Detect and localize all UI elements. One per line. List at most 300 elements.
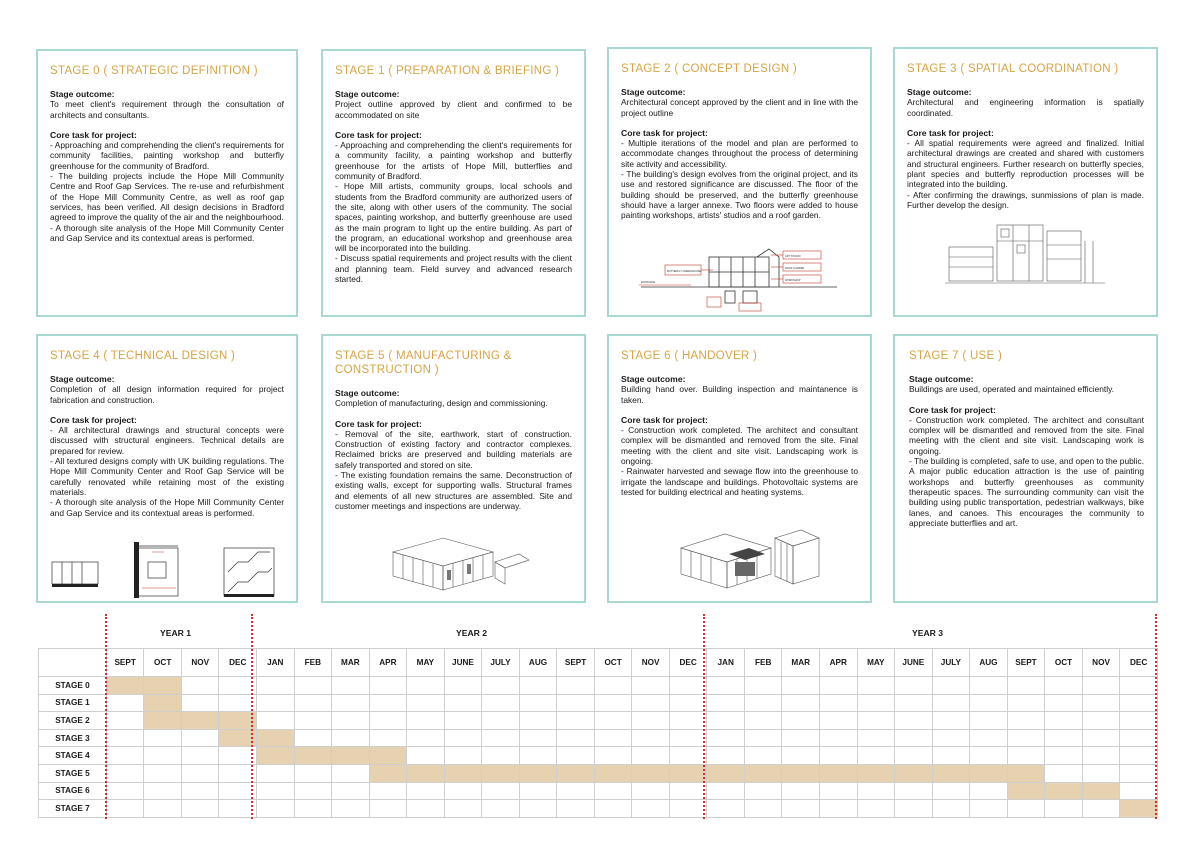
gantt-cell bbox=[1007, 747, 1045, 765]
task-label: Core task for project: bbox=[50, 129, 137, 140]
gantt-cell bbox=[444, 729, 482, 747]
gantt-bar-cell bbox=[932, 764, 970, 782]
month-header: MAR bbox=[782, 649, 820, 677]
gantt-cell bbox=[820, 677, 858, 695]
stage-title: STAGE 3 ( SPATIAL COORDINATION ) bbox=[907, 63, 1119, 75]
gantt-cell bbox=[519, 782, 557, 800]
gantt-bar-cell bbox=[369, 747, 407, 765]
gantt-cell bbox=[669, 694, 707, 712]
gantt-cell bbox=[707, 712, 745, 730]
gantt-cell bbox=[519, 712, 557, 730]
gantt-cell bbox=[407, 694, 445, 712]
gantt-cell bbox=[557, 729, 595, 747]
gantt-cell bbox=[407, 677, 445, 695]
month-header: FEB bbox=[294, 649, 332, 677]
stage-card-4 bbox=[36, 334, 298, 603]
gantt-bar-cell bbox=[857, 764, 895, 782]
gantt-cell bbox=[895, 712, 933, 730]
month-header: JUNE bbox=[895, 649, 933, 677]
gantt-cell bbox=[294, 800, 332, 818]
gantt-cell bbox=[332, 677, 370, 695]
gantt-cell bbox=[632, 782, 670, 800]
gantt-cell bbox=[1120, 694, 1158, 712]
month-header: JAN bbox=[707, 649, 745, 677]
gantt-cell bbox=[744, 712, 782, 730]
gantt-bar-cell bbox=[632, 764, 670, 782]
gantt-cell bbox=[106, 800, 144, 818]
gantt-cell bbox=[1082, 764, 1120, 782]
gantt-cell bbox=[407, 747, 445, 765]
gantt-cell bbox=[1045, 694, 1083, 712]
gantt-cell bbox=[144, 782, 182, 800]
gantt-bar-cell bbox=[482, 764, 520, 782]
sketch-label-roof-garden: ROOF GARDEN bbox=[785, 267, 805, 270]
gantt-cell bbox=[294, 782, 332, 800]
gantt-bar-cell bbox=[106, 677, 144, 695]
month-header: JULY bbox=[482, 649, 520, 677]
gantt-bar-cell bbox=[744, 764, 782, 782]
gantt-cell bbox=[106, 782, 144, 800]
gantt-cell bbox=[594, 782, 632, 800]
gantt-cell bbox=[744, 694, 782, 712]
gantt-row bbox=[39, 800, 1158, 818]
gantt-cell bbox=[1082, 800, 1120, 818]
stage-card-2 bbox=[607, 47, 872, 317]
gantt-cell bbox=[444, 694, 482, 712]
gantt-row bbox=[39, 747, 1158, 765]
gantt-table bbox=[38, 648, 1158, 818]
gantt-cell bbox=[1045, 712, 1083, 730]
year-separator bbox=[105, 614, 107, 819]
gantt-bar-cell bbox=[407, 764, 445, 782]
gantt-cell bbox=[482, 694, 520, 712]
gantt-cell bbox=[519, 694, 557, 712]
gantt-cell bbox=[970, 677, 1008, 695]
stage-card-1 bbox=[321, 49, 586, 317]
gantt-bar-cell bbox=[181, 712, 219, 730]
outcome-text: Buildings are used, operated and maintained efficiently. bbox=[909, 384, 1115, 395]
construction-axonometric-drawing bbox=[383, 532, 533, 598]
gantt-cell bbox=[1082, 712, 1120, 730]
gantt-bar-cell bbox=[707, 764, 745, 782]
gantt-cell bbox=[744, 729, 782, 747]
sketch-label-studio: ART STUDIO bbox=[785, 255, 801, 258]
year-separator bbox=[703, 614, 705, 819]
gantt-cell bbox=[257, 712, 295, 730]
gantt-cell bbox=[482, 729, 520, 747]
task-item: - The building is completed, safe to use, and open to the public. A major public education attraction is the use of painting workshops and butterfly greenhouses as community therapeutic spaces. The surrounding community can visit the building using public transportation, pedestrian walkways, bike lanes, and canoes. This encourages the community to appreciate butterflies and art. bbox=[909, 456, 1144, 528]
task-item: - After confirming the drawings, sunmissions of plan is made. Further develop the design. bbox=[907, 189, 1144, 210]
gantt-row bbox=[39, 782, 1158, 800]
gantt-cell bbox=[369, 800, 407, 818]
month-header: AUG bbox=[970, 649, 1008, 677]
month-header: DEC bbox=[1120, 649, 1158, 677]
gantt-cell bbox=[895, 747, 933, 765]
gantt-cell bbox=[1120, 764, 1158, 782]
gantt-cell bbox=[294, 712, 332, 730]
gantt-cell bbox=[369, 694, 407, 712]
task-item: - Rainwater harvested and sewage flow into the greenhouse to irrigate the landscape and buildings. Photovoltaic systems are tested for building electrical and heating systems. bbox=[621, 466, 858, 497]
gantt-cell bbox=[106, 694, 144, 712]
gantt-cell bbox=[594, 677, 632, 695]
month-header: DEC bbox=[669, 649, 707, 677]
gantt-cell bbox=[744, 800, 782, 818]
gantt-bar-cell bbox=[970, 764, 1008, 782]
gantt-cell bbox=[482, 782, 520, 800]
gantt-cell bbox=[707, 729, 745, 747]
gantt-row bbox=[39, 677, 1158, 695]
gantt-cell bbox=[1007, 694, 1045, 712]
gantt-cell bbox=[257, 694, 295, 712]
month-header: FEB bbox=[744, 649, 782, 677]
task-item: - The building projects include the Hope Mill Community Centre and Roof Gap Services. The re-use and refurbishment of the Hope Mill Community Centre, as well as roof gap services, has been verified. All design decisions in Bradford agreed to improve the quality of the air and the neighbourhood. bbox=[50, 171, 284, 223]
technical-details-drawing bbox=[48, 542, 288, 600]
gantt-cell bbox=[970, 747, 1008, 765]
gantt-cell bbox=[632, 729, 670, 747]
gantt-cell bbox=[707, 677, 745, 695]
gantt-cell bbox=[669, 729, 707, 747]
gantt-bar-cell bbox=[1007, 782, 1045, 800]
gantt-cell bbox=[557, 747, 595, 765]
gantt-cell bbox=[557, 677, 595, 695]
gantt-bar-cell bbox=[257, 747, 295, 765]
gantt-cell bbox=[857, 694, 895, 712]
stage-row-label: STAGE 0 bbox=[39, 677, 107, 695]
stage-card-5 bbox=[321, 334, 586, 603]
gantt-cell bbox=[1082, 694, 1120, 712]
outcome-label: Stage outcome: bbox=[621, 87, 686, 97]
gantt-cell bbox=[369, 729, 407, 747]
month-header: MAR bbox=[332, 649, 370, 677]
gantt-bar-cell bbox=[257, 729, 295, 747]
gantt-cell bbox=[557, 712, 595, 730]
gantt-cell bbox=[857, 782, 895, 800]
gantt-bar-cell bbox=[144, 712, 182, 730]
outcome-label: Stage outcome: bbox=[909, 374, 974, 384]
task-item: - Construction work completed. The architect and consultant complex will be dismantled and removed from the site. Final meeting with the client and site visit. Landscaping work is ongoing. bbox=[909, 414, 1144, 456]
gantt-cell bbox=[144, 800, 182, 818]
gantt-cell bbox=[557, 694, 595, 712]
month-header: MAY bbox=[857, 649, 895, 677]
gantt-cell bbox=[1120, 677, 1158, 695]
gantt-cell bbox=[181, 782, 219, 800]
gantt-cell bbox=[1045, 747, 1083, 765]
gantt-cell bbox=[106, 747, 144, 765]
outcome-label: Stage outcome: bbox=[335, 388, 400, 398]
gantt-cell bbox=[744, 677, 782, 695]
gantt-cell bbox=[444, 747, 482, 765]
outcome-label: Stage outcome: bbox=[621, 374, 686, 384]
gantt-cell bbox=[1045, 729, 1083, 747]
gantt-cell bbox=[1007, 677, 1045, 695]
gantt-cell bbox=[782, 694, 820, 712]
year-label-3: YEAR 3 bbox=[912, 628, 944, 638]
outcome-label: Stage outcome: bbox=[907, 87, 972, 97]
gantt-cell bbox=[106, 712, 144, 730]
gantt-cell bbox=[1120, 712, 1158, 730]
gantt-cell bbox=[1007, 800, 1045, 818]
stage-row-label: STAGE 1 bbox=[39, 694, 107, 712]
gantt-cell bbox=[1120, 782, 1158, 800]
gantt-cell bbox=[519, 729, 557, 747]
gantt-cell bbox=[970, 694, 1008, 712]
year-separator bbox=[1155, 614, 1157, 819]
gantt-cell bbox=[1082, 747, 1120, 765]
year-label-1: YEAR 1 bbox=[160, 628, 192, 638]
gantt-cell bbox=[332, 729, 370, 747]
gantt-bar-cell bbox=[144, 677, 182, 695]
outcome-text: Architectural concept approved by the client and in line with the project outline bbox=[621, 97, 858, 118]
gantt-cell bbox=[669, 782, 707, 800]
gantt-row bbox=[39, 694, 1158, 712]
gantt-cell bbox=[106, 764, 144, 782]
task-label: Core task for project: bbox=[621, 127, 708, 138]
month-header: JAN bbox=[257, 649, 295, 677]
gantt-cell bbox=[181, 694, 219, 712]
gantt-cell bbox=[707, 694, 745, 712]
stage-row-label: STAGE 6 bbox=[39, 782, 107, 800]
task-item: - Removal of the site, earthwork, start of construction. Construction of existing factory and contractor complexes. Reclaimed bricks are preserved and building materials are safely transported and stored on site. bbox=[335, 428, 572, 470]
gantt-cell bbox=[482, 747, 520, 765]
gantt-cell bbox=[594, 694, 632, 712]
gantt-cell bbox=[932, 800, 970, 818]
gantt-cell bbox=[707, 782, 745, 800]
stage-row-label: STAGE 7 bbox=[39, 800, 107, 818]
gantt-cell bbox=[332, 782, 370, 800]
gantt-cell bbox=[820, 694, 858, 712]
gantt-cell bbox=[557, 782, 595, 800]
gantt-cell bbox=[257, 800, 295, 818]
project-timeline bbox=[38, 614, 1158, 819]
stage-title: STAGE 2 ( CONCEPT DESIGN ) bbox=[621, 63, 798, 75]
gantt-bar-cell bbox=[820, 764, 858, 782]
task-item: - Multiple iterations of the model and plan are performed to accommodate changes throughout the process of determining site activity and accessibility. bbox=[621, 138, 858, 169]
month-header: JULY bbox=[932, 649, 970, 677]
gantt-cell bbox=[444, 800, 482, 818]
gantt-cell bbox=[782, 747, 820, 765]
stage-row-label: STAGE 2 bbox=[39, 712, 107, 730]
month-header: SEPT bbox=[106, 649, 144, 677]
outcome-text: To meet client's requirement through the consultation of architects and consultants. bbox=[50, 99, 284, 120]
gantt-bar-cell bbox=[369, 764, 407, 782]
task-label: Core task for project: bbox=[909, 404, 996, 415]
gantt-cell bbox=[669, 677, 707, 695]
gantt-cell bbox=[294, 764, 332, 782]
month-header: APR bbox=[820, 649, 858, 677]
task-item: - All architectural drawings and structural concepts were discussed with structural engineers. Technical details are prepared for review. bbox=[50, 425, 284, 456]
gantt-cell bbox=[407, 729, 445, 747]
gantt-cell bbox=[895, 729, 933, 747]
gantt-cell bbox=[970, 800, 1008, 818]
month-header: APR bbox=[369, 649, 407, 677]
gantt-cell bbox=[144, 747, 182, 765]
task-item: - All textured designs comply with UK building regulations. The Hope Mill Community Center and Roof Gap Service will be carefully renovated while retaining most of the existing materials. bbox=[50, 456, 284, 497]
gantt-cell bbox=[632, 712, 670, 730]
gantt-cell bbox=[557, 800, 595, 818]
gantt-cell bbox=[744, 747, 782, 765]
gantt-cell bbox=[181, 747, 219, 765]
gantt-cell bbox=[669, 800, 707, 818]
gantt-bar-cell bbox=[1045, 782, 1083, 800]
gantt-cell bbox=[857, 712, 895, 730]
gantt-cell bbox=[519, 747, 557, 765]
gantt-bar-cell bbox=[1120, 800, 1158, 818]
gantt-bar-cell bbox=[332, 747, 370, 765]
task-label: Core task for project: bbox=[335, 418, 422, 429]
gantt-row bbox=[39, 764, 1158, 782]
gantt-cell bbox=[932, 712, 970, 730]
gantt-cell bbox=[1007, 712, 1045, 730]
gantt-cell bbox=[594, 800, 632, 818]
gantt-bar-cell bbox=[669, 764, 707, 782]
gantt-cell bbox=[482, 677, 520, 695]
stage-title: STAGE 6 ( HANDOVER ) bbox=[621, 350, 758, 362]
gantt-cell bbox=[407, 712, 445, 730]
year-label-2: YEAR 2 bbox=[456, 628, 488, 638]
concept-section-sketch bbox=[631, 245, 847, 313]
gantt-cell bbox=[632, 677, 670, 695]
outcome-text: Architectural and engineering information is spatially coordinated. bbox=[907, 97, 1144, 118]
gantt-bar-cell bbox=[1082, 782, 1120, 800]
gantt-cell bbox=[369, 782, 407, 800]
gantt-cell bbox=[932, 694, 970, 712]
task-item: - A thorough site analysis of the Hope Mill Community Center and Gap Service and its contextual areas is performed. bbox=[50, 222, 284, 243]
gantt-cell bbox=[181, 800, 219, 818]
gantt-cell bbox=[820, 712, 858, 730]
task-item: - Approaching and comprehending the client's requirements for a community facility, a painting workshop and butterfly greenhouse for the artists of Hope Mill, butterflies and community of Bradford. bbox=[335, 140, 572, 182]
gantt-cell bbox=[294, 677, 332, 695]
gantt-cell bbox=[744, 782, 782, 800]
month-header: NOV bbox=[632, 649, 670, 677]
task-label: Core task for project: bbox=[50, 414, 137, 425]
gantt-bar-cell bbox=[1007, 764, 1045, 782]
gantt-cell bbox=[1120, 729, 1158, 747]
gantt-cell bbox=[369, 677, 407, 695]
outcome-text: Completion of manufacturing, design and commissioning. bbox=[335, 398, 548, 409]
month-header: SEPT bbox=[1007, 649, 1045, 677]
gantt-cell bbox=[407, 782, 445, 800]
stage-card-6 bbox=[607, 334, 872, 603]
gantt-cell bbox=[519, 677, 557, 695]
gantt-cell bbox=[444, 677, 482, 695]
gantt-cell bbox=[857, 747, 895, 765]
gantt-cell bbox=[1007, 729, 1045, 747]
month-header: MAY bbox=[407, 649, 445, 677]
outcome-text: Building hand over. Building inspection and maintanence is taken. bbox=[621, 384, 858, 405]
gantt-cell bbox=[144, 764, 182, 782]
gantt-cell bbox=[482, 712, 520, 730]
month-header: OCT bbox=[594, 649, 632, 677]
gantt-cell bbox=[895, 782, 933, 800]
gantt-cell bbox=[782, 712, 820, 730]
outcome-label: Stage outcome: bbox=[335, 89, 400, 99]
task-label: Core task for project: bbox=[335, 129, 422, 140]
gantt-cell bbox=[332, 694, 370, 712]
gantt-cell bbox=[632, 694, 670, 712]
gantt-cell bbox=[932, 747, 970, 765]
sketch-label-workshop: WORKSHOP bbox=[785, 279, 801, 282]
gantt-cell bbox=[820, 747, 858, 765]
gantt-cell bbox=[669, 747, 707, 765]
gantt-cell bbox=[782, 677, 820, 695]
gantt-cell bbox=[632, 747, 670, 765]
gantt-cell bbox=[1082, 729, 1120, 747]
outcome-label: Stage outcome: bbox=[50, 89, 115, 99]
month-header: OCT bbox=[144, 649, 182, 677]
gantt-cell bbox=[1045, 800, 1083, 818]
gantt-bar-cell bbox=[895, 764, 933, 782]
gantt-cell bbox=[820, 729, 858, 747]
outcome-label: Stage outcome: bbox=[50, 374, 115, 384]
gantt-bar-cell bbox=[594, 764, 632, 782]
task-item: - Approaching and comprehending the client's requirements for community facilities, painting workshop and butterfly greenhouse for the community of Bradford. bbox=[50, 140, 284, 171]
month-header: NOV bbox=[181, 649, 219, 677]
stage-title: STAGE 7 ( USE ) bbox=[909, 350, 1003, 362]
gantt-cell bbox=[444, 712, 482, 730]
gantt-cell bbox=[782, 729, 820, 747]
gantt-cell bbox=[820, 800, 858, 818]
gantt-cell bbox=[895, 694, 933, 712]
gantt-row bbox=[39, 712, 1158, 730]
stage-card-0 bbox=[36, 49, 298, 317]
outcome-text: Completion of all design information required for project fabrication and construction. bbox=[50, 384, 284, 405]
gantt-cell bbox=[707, 800, 745, 818]
gantt-cell bbox=[257, 764, 295, 782]
task-item: - Hope Mill artists, community groups, local schools and students from the Bradford community are authorized users of the site, along with other users of the community. The social spaces, painting workshop, and butterfly greenhouse are used as the main program to light up the entire building. As part of the program, an educational workshop and greenhouse area will be incorporated into the building. bbox=[335, 181, 572, 254]
gantt-cell bbox=[857, 800, 895, 818]
gantt-bar-cell bbox=[782, 764, 820, 782]
stage-row-label: STAGE 5 bbox=[39, 764, 107, 782]
gantt-bar-cell bbox=[444, 764, 482, 782]
gantt-cell bbox=[257, 782, 295, 800]
stage-title: STAGE 5 ( MANUFACTURING & CONSTRUCTION ) bbox=[335, 350, 512, 376]
gantt-cell bbox=[970, 712, 1008, 730]
stage-card-3 bbox=[893, 47, 1158, 317]
gantt-cell bbox=[857, 677, 895, 695]
gantt-cell bbox=[632, 800, 670, 818]
gantt-cell bbox=[970, 782, 1008, 800]
gantt-bar-cell bbox=[144, 694, 182, 712]
gantt-cell bbox=[332, 800, 370, 818]
gantt-cell bbox=[294, 694, 332, 712]
gantt-bar-cell bbox=[519, 764, 557, 782]
gantt-cell bbox=[857, 729, 895, 747]
gantt-cell bbox=[1045, 764, 1083, 782]
gantt-cell bbox=[369, 712, 407, 730]
gantt-corner-cell bbox=[39, 649, 107, 677]
stage-card-7 bbox=[893, 334, 1158, 603]
gantt-cell bbox=[707, 747, 745, 765]
stage-row-label: STAGE 4 bbox=[39, 747, 107, 765]
gantt-cell bbox=[782, 782, 820, 800]
sketch-label-greenhouse: BUTTERFLY GREENHOUSE bbox=[667, 270, 702, 273]
month-header: DEC bbox=[219, 649, 257, 677]
gantt-cell bbox=[294, 729, 332, 747]
task-item: - All spatial requirements were agreed and finalized. Initial architectural drawings are created and shared with customers and structural engineers. Further research on butterfly species, plant species and butterfly reproduction processes will be integrated into the building. bbox=[907, 138, 1144, 190]
gantt-cell bbox=[970, 729, 1008, 747]
gantt-cell bbox=[482, 800, 520, 818]
gantt-cell bbox=[1082, 677, 1120, 695]
gantt-cell bbox=[594, 747, 632, 765]
gantt-cell bbox=[594, 712, 632, 730]
gantt-cell bbox=[407, 800, 445, 818]
gantt-cell bbox=[181, 764, 219, 782]
task-item: - The building's design evolves from the original project, and its use and restored significance are discussed. The floor of the building should be preserved, and the butterfly greenhouse should have a larger annexe. Two floors were added to house painting workshops, artists' studios and a roof garden. bbox=[621, 169, 858, 221]
gantt-cell bbox=[782, 800, 820, 818]
month-header: JUNE bbox=[444, 649, 482, 677]
gantt-cell bbox=[106, 729, 144, 747]
gantt-cell bbox=[1045, 677, 1083, 695]
